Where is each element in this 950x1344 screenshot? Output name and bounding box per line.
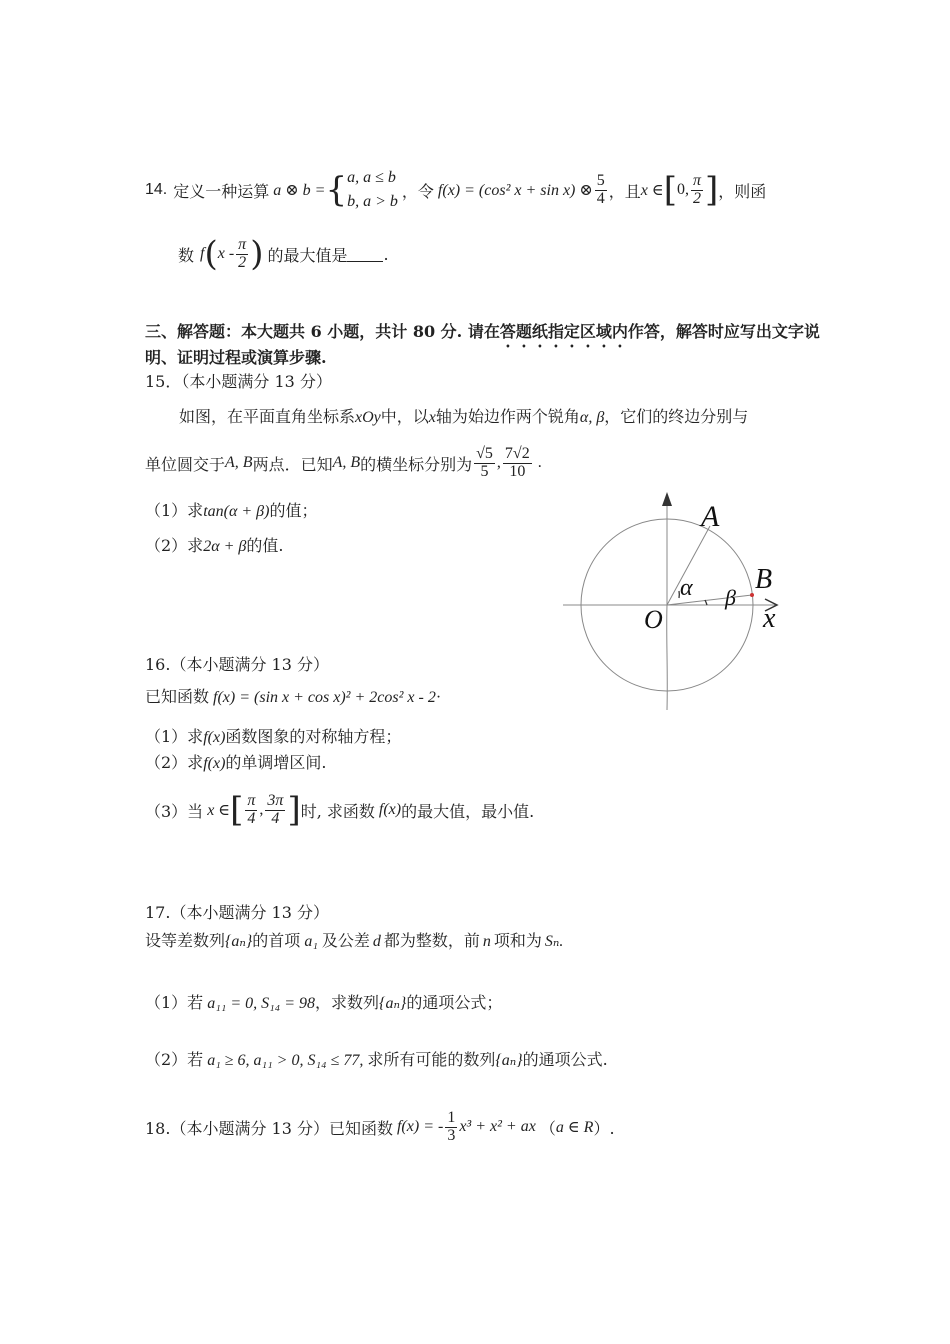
q17-intro	[145, 928, 563, 951]
q17-sub2-an: {aₙ}	[495, 1052, 523, 1069]
q17-lb: 的首项	[252, 931, 301, 950]
q17-Sn: Sₙ.	[544, 933, 564, 950]
q16-sub3: （3）当 x ∈ [ $\frac{\pi}{4}$ , $\frac{3\pi}{4}$ ] 时, 求函数 f(x) 的最大值，最小值.	[145, 790, 535, 830]
q15-sub2-math: 2α + β	[203, 538, 247, 555]
q17-sub1	[145, 990, 502, 1013]
y-axis-arrow	[662, 492, 672, 506]
q15-AB1: A, B	[225, 454, 253, 471]
q17-sub2	[145, 1047, 608, 1070]
answer-blank[interactable]	[347, 247, 383, 262]
q16-end: ·	[435, 689, 442, 706]
left-paren: (	[204, 234, 218, 274]
q18-cond-close: ）.	[593, 1118, 615, 1138]
q17-n: n	[482, 933, 491, 950]
q14-period: .	[383, 244, 389, 264]
q15-alpha-beta: α, β	[579, 409, 605, 426]
q17-sub1-end: 的通项公式；	[406, 993, 503, 1012]
q16-right-bracket: ]	[287, 790, 301, 830]
q16-given	[145, 684, 441, 707]
q16-sub1	[145, 724, 401, 747]
q16-sub2-end: 的单调增区间.	[225, 753, 327, 772]
q16-sub3-math: f(x)	[378, 801, 402, 818]
q17-title: 17.（本小题满分 13 分）	[145, 903, 329, 922]
section3-line2: 明、证明过程或演算步骤.	[145, 348, 327, 367]
q15-sub1-math: tan(α + β)	[203, 503, 270, 520]
q17-sub1-label: （1）若	[145, 993, 204, 1012]
q16-sub1-math: f(x)	[203, 729, 226, 746]
q17-sub2-end: 的通项公式.	[522, 1050, 608, 1069]
q16-sub2-label: （2）求	[145, 753, 204, 772]
q18-fx: f(x) = -	[396, 1118, 444, 1135]
q14-x-in: x ∈	[640, 182, 664, 199]
q15-frac-7sqrt2-10: $\frac{7√2}{10}$	[504, 444, 530, 480]
q14-x-minus: x -	[217, 245, 235, 262]
q15-para-line2: 单位圆交于 A, B 两点．已知 A, B 的横坐标分别为 $\frac{√5}{5}$ , $\frac{7√2}{10}$ .	[145, 444, 542, 480]
q16-sub3-mid: 时, 求函数	[300, 801, 375, 821]
q15-xoy: xOy	[355, 409, 381, 426]
q17-sub2-mid: 求所有可能的数列	[367, 1050, 496, 1069]
q16-func: f(x) = (sin x + cos x)² + 2cos² x - 2	[213, 689, 436, 706]
case-1: a, a ≤ b	[347, 169, 396, 186]
label-alpha: α	[680, 575, 693, 601]
q15-p1d: ，它们的终边分别与	[604, 407, 749, 426]
q17-sub1-an: {aₙ}	[379, 995, 407, 1012]
q16-sub3-label: （3）当	[145, 801, 204, 821]
q15-p2c: 的横坐标分别为	[360, 454, 473, 474]
section3-pre: 三、解答题：本大题共 6 小题，共计 80 分. 请在	[145, 322, 500, 341]
q14-shu: 数	[178, 245, 195, 265]
label-O: O	[644, 605, 663, 634]
q14-f: f	[200, 245, 205, 262]
q18-line	[145, 1104, 615, 1150]
q14-op: a ⊗ b =	[273, 182, 326, 199]
q16-sub3-end: 的最大值，最小值.	[401, 801, 535, 821]
q15-sub1-label: （1）求	[145, 501, 204, 520]
q16-title: 16.（本小题满分 13 分）	[145, 655, 329, 674]
q17-sub1-mid: ，求数列	[315, 993, 380, 1012]
q15-AB2: A, B	[332, 454, 361, 471]
q18-cond-open: （	[539, 1118, 556, 1138]
q14-max-text: 的最大值是	[267, 245, 348, 265]
q17-a1: a₁	[304, 933, 318, 950]
q17-ld: 都为整数，前	[383, 931, 480, 950]
q16-sub2	[145, 750, 326, 773]
q17-lc: 及公差	[321, 931, 370, 950]
right-paren: )	[250, 234, 264, 274]
q18-frac-1-3: $\frac{1}{3}$	[447, 1108, 456, 1144]
point-B	[750, 593, 754, 597]
q16-frac-3pi-4: $\frac{3\pi}{4}$	[267, 791, 284, 827]
q17-sub1-math: a₁₁ = 0, S₁₄ = 98	[207, 995, 316, 1012]
label-x: x	[763, 603, 776, 634]
q17-la: 设等差数列	[145, 931, 226, 950]
q15-sub1	[145, 498, 317, 521]
q15-para-line1	[179, 404, 748, 427]
q14-then: ，则函	[718, 181, 767, 201]
q16-sub1-label: （1）求	[145, 727, 204, 746]
q17-le: 项和为	[493, 931, 542, 950]
q18-rest: x³ + x² + ax	[459, 1118, 536, 1135]
q14-line2	[178, 226, 389, 282]
piecewise-cases	[347, 166, 398, 214]
q14-and: ，且	[608, 181, 641, 201]
case-2: b, a > b	[347, 193, 398, 210]
label-beta: β	[725, 585, 736, 610]
q18-title: 18.（本小题满分 13 分）已知函数	[145, 1118, 393, 1138]
q14-number: 14.	[145, 181, 168, 198]
q17-an: {aₙ}	[225, 933, 253, 950]
q17-sub2-math: a₁ ≥ 6, a₁₁ > 0, S₁₄ ≤ 77,	[207, 1052, 364, 1069]
q15-sub2-label: （2）求	[145, 536, 204, 555]
q16-given-label: 已知函数	[145, 687, 210, 706]
q17-sub2-label: （2）若	[145, 1050, 204, 1069]
q15-sub2	[145, 533, 283, 556]
q14-fx: f(x) = (cos² x + sin x) ⊗	[437, 182, 593, 199]
left-bracket: [	[663, 170, 678, 210]
q16-sub2-math: f(x)	[203, 755, 226, 772]
q14-fraction-5-4: $\frac{5}{4}$	[596, 171, 605, 207]
q14-intro: 定义一种运算	[173, 181, 270, 201]
q15-p1b: 中，以	[380, 407, 429, 426]
q15-end: .	[537, 454, 542, 471]
q15-p1c: 轴为始边作两个锐角	[435, 407, 580, 426]
q16-frac-pi-4: $\frac{\pi}{4}$	[247, 791, 256, 827]
q15-x: x	[428, 409, 436, 426]
left-brace: {	[325, 170, 348, 210]
q14-fraction-pi-2: $\frac{\pi}{2}$	[693, 171, 702, 207]
q15-sub2-end: 的值.	[246, 536, 284, 555]
section3-dotted: 答题纸指定区域内	[499, 322, 628, 341]
q14-fraction-pi-2b: $\frac{\pi}{2}$	[238, 235, 247, 271]
q14-line1	[145, 162, 766, 218]
q16-left-bracket: [	[230, 790, 244, 830]
q17-d: d	[372, 933, 381, 950]
q15-p2a: 单位圆交于	[145, 454, 226, 474]
q16-sub1-end: 函数图象的对称轴方程；	[225, 727, 402, 746]
q15-title: 15．（本小题满分 13 分）	[145, 372, 332, 391]
q15-p2b: 两点．已知	[252, 454, 333, 474]
section3-post: 作答，解答时应写出文字说	[627, 322, 820, 341]
q14-let: ，令	[401, 181, 434, 201]
q15-frac-sqrt5-5: $\frac{√5}{5}$	[476, 444, 493, 480]
q15-sub1-end: 的值；	[269, 501, 318, 520]
label-B: B	[755, 564, 773, 595]
q15-p1a: 如图，在平面直角坐标系	[179, 407, 356, 426]
q18-cond: a ∈ R	[555, 1119, 594, 1136]
right-bracket: ]	[705, 170, 719, 210]
label-A: A	[701, 500, 720, 533]
q16-x-in: x ∈	[207, 802, 231, 819]
unit-circle-figure	[555, 488, 795, 718]
q14-zero: 0,	[677, 181, 690, 198]
